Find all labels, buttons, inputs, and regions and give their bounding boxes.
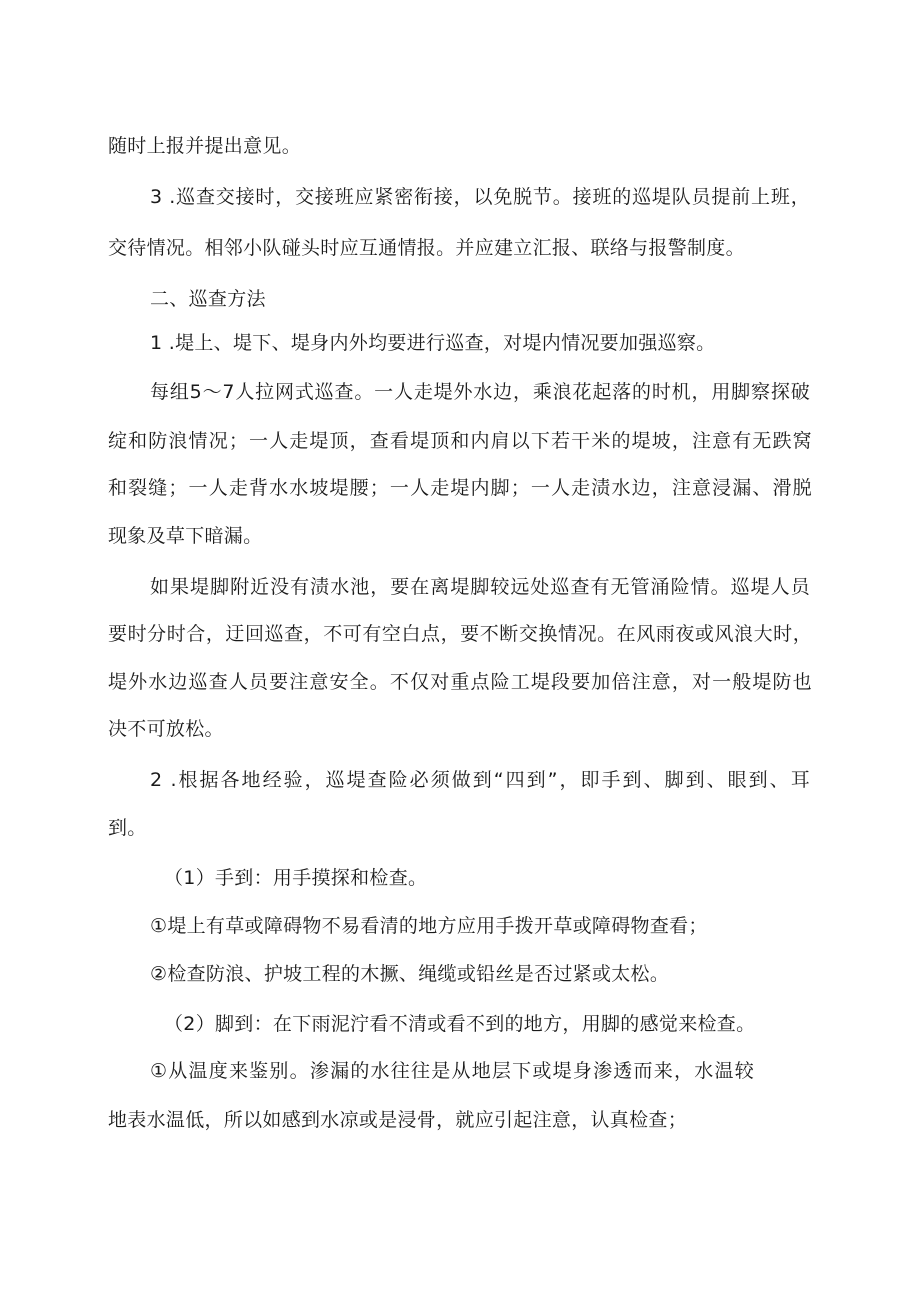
text-line: ①堤上有草或障碍物不易看清的地方应用手拨开草或障碍物查看； <box>150 915 708 937</box>
text-line: 交待情况。相邻小队碰头时应互通情报。并应建立汇报、联络与报警制度。 <box>108 237 745 259</box>
text-line: 到。 <box>108 817 147 839</box>
text-line: ②检查防浪、护坡工程的木撅、绳缆或铅丝是否过紧或太松。 <box>150 963 670 985</box>
text-line: 堤外水边巡查人员要注意安全。不仅对重点险工堤段要加倍注意，对一般堤防也 <box>108 671 812 693</box>
text-line: 如果堤脚附近没有渍水池，要在离堤脚较远处巡查有无管涌险情。巡堤人员 <box>150 576 810 598</box>
text-line: 随时上报并提出意见。 <box>108 135 302 157</box>
subsection-heading: （1）手到：用手摸探和检查。 <box>164 867 428 889</box>
text-line: 绽和防浪情况；一人走堤顶，查看堤顶和内肩以下若干米的堤坡，注意有无跌窝 <box>108 430 812 452</box>
text-line: ①从温度来鉴别。渗漏的水往往是从地层下或堤身渗透而来，水温较 <box>150 1060 754 1082</box>
text-line: 决不可放松。 <box>108 718 224 740</box>
text-line: 2 .根据各地经验，巡堤查险必须做到“四到”，即手到、脚到、眼到、耳 <box>150 769 810 791</box>
text-line: 3 .巡查交接时，交接班应紧密衔接，以免脱节。接班的巡堤队员提前上班， <box>150 186 810 208</box>
section-heading: 二、巡查方法 <box>150 288 266 310</box>
text-line: 地表水温低，所以如感到水凉或是浸骨，就应引起注意，认真检查； <box>108 1109 688 1131</box>
text-line: 1 .堤上、堤下、堤身内外均要进行巡查，对堤内情况要加强巡察。 <box>150 332 716 354</box>
text-line: 要时分时合，迂回巡查，不可有空白点，要不断交换情况。在风雨夜或风浪大时， <box>108 623 812 645</box>
text-line: 和裂缝；一人走背水水坡堤腰；一人走堤内脚；一人走渍水边，注意浸漏、滑脱 <box>108 477 812 499</box>
text-line: 每组5～7人拉网式巡查。一人走堤外水边，乘浪花起落的时机，用脚察探破 <box>150 381 810 403</box>
text-line: 现象及草下暗漏。 <box>108 525 263 547</box>
subsection-heading: （2）脚到：在下雨泥泞看不清或看不到的地方，用脚的感觉来检查。 <box>164 1013 756 1035</box>
